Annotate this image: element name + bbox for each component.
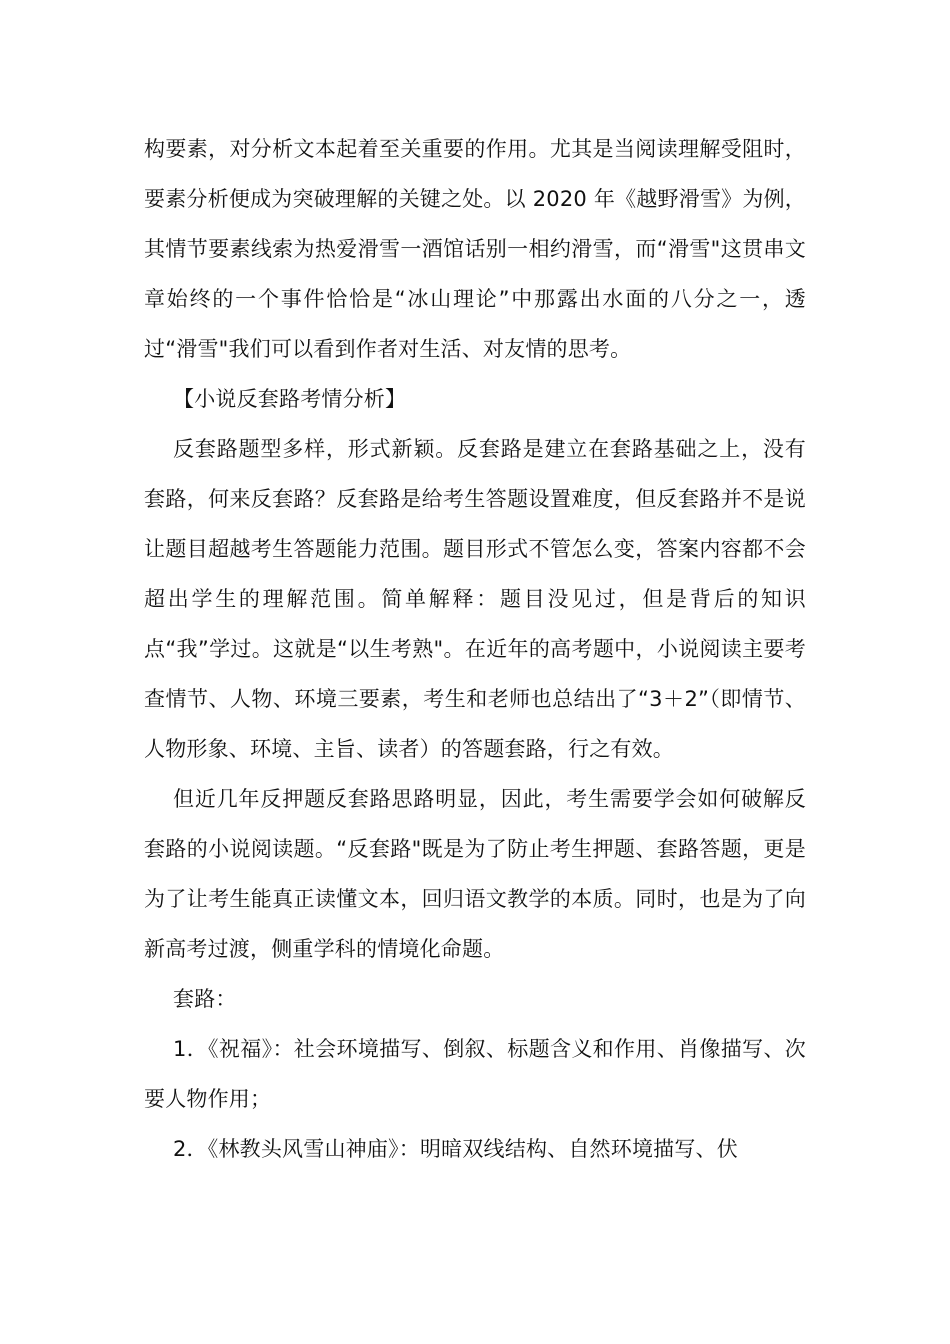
paragraph-story-elements: 构要素，对分析文本起着至关重要的作用。尤其是当阅读理解受阻时，要素分析便成为突破理解的关键之处。以 2020 年《越野滑雪》为例，其情节要素线索为热爱滑雪一酒馆话别一相约滑雪，而“滑雪"这贯串文章始终的一个事件恰恰是“冰山理论”中那露出水面的八分之一，透过“滑雪"我们可以看到作者对生活、对友情的思考。: [144, 137, 806, 361]
list-item-2: 2．《林教头风雪山神庙》：明暗双线结构、自然环境描写、伏: [173, 1137, 738, 1161]
routine-label: 套路：: [173, 987, 237, 1011]
document-body: [144, 124, 806, 1174]
paragraph-anti-routine-intro: 反套路题型多样，形式新颖。反套路是建立在套路基础之上，没有套路，何来反套路？反套路是给考生答题设置难度，但反套路并不是说让题目超越考生答题能力范围。题目形式不管怎么变，答案内容都不会超出学生的理解范围。简单解释：题目没见过，但是背后的知识点“我”学过。这就是“以生考熟"。在近年的高考题中，小说阅读主要考查情节、人物、环境三要素，考生和老师也总结出了“3＋2”（即情节、人物形象、环境、主旨、读者）的答题套路，行之有效。: [144, 437, 806, 761]
list-item-1: 1．《祝福》：社会环境描写、倒叙、标题含义和作用、肖像描写、次要人物作用；: [144, 1037, 806, 1111]
paragraph-anti-routine-trend: 但近几年反押题反套路思路明显，因此，考生需要学会如何破解反套路的小说阅读题。“反套路"既是为了防止考生押题、套路答题，更是为了让考生能真正读懂文本，回归语文教学的本质。同时，也是为了向新高考过渡，侧重学科的情境化命题。: [144, 787, 806, 961]
section-heading: 【小说反套路考情分析】: [173, 387, 407, 411]
